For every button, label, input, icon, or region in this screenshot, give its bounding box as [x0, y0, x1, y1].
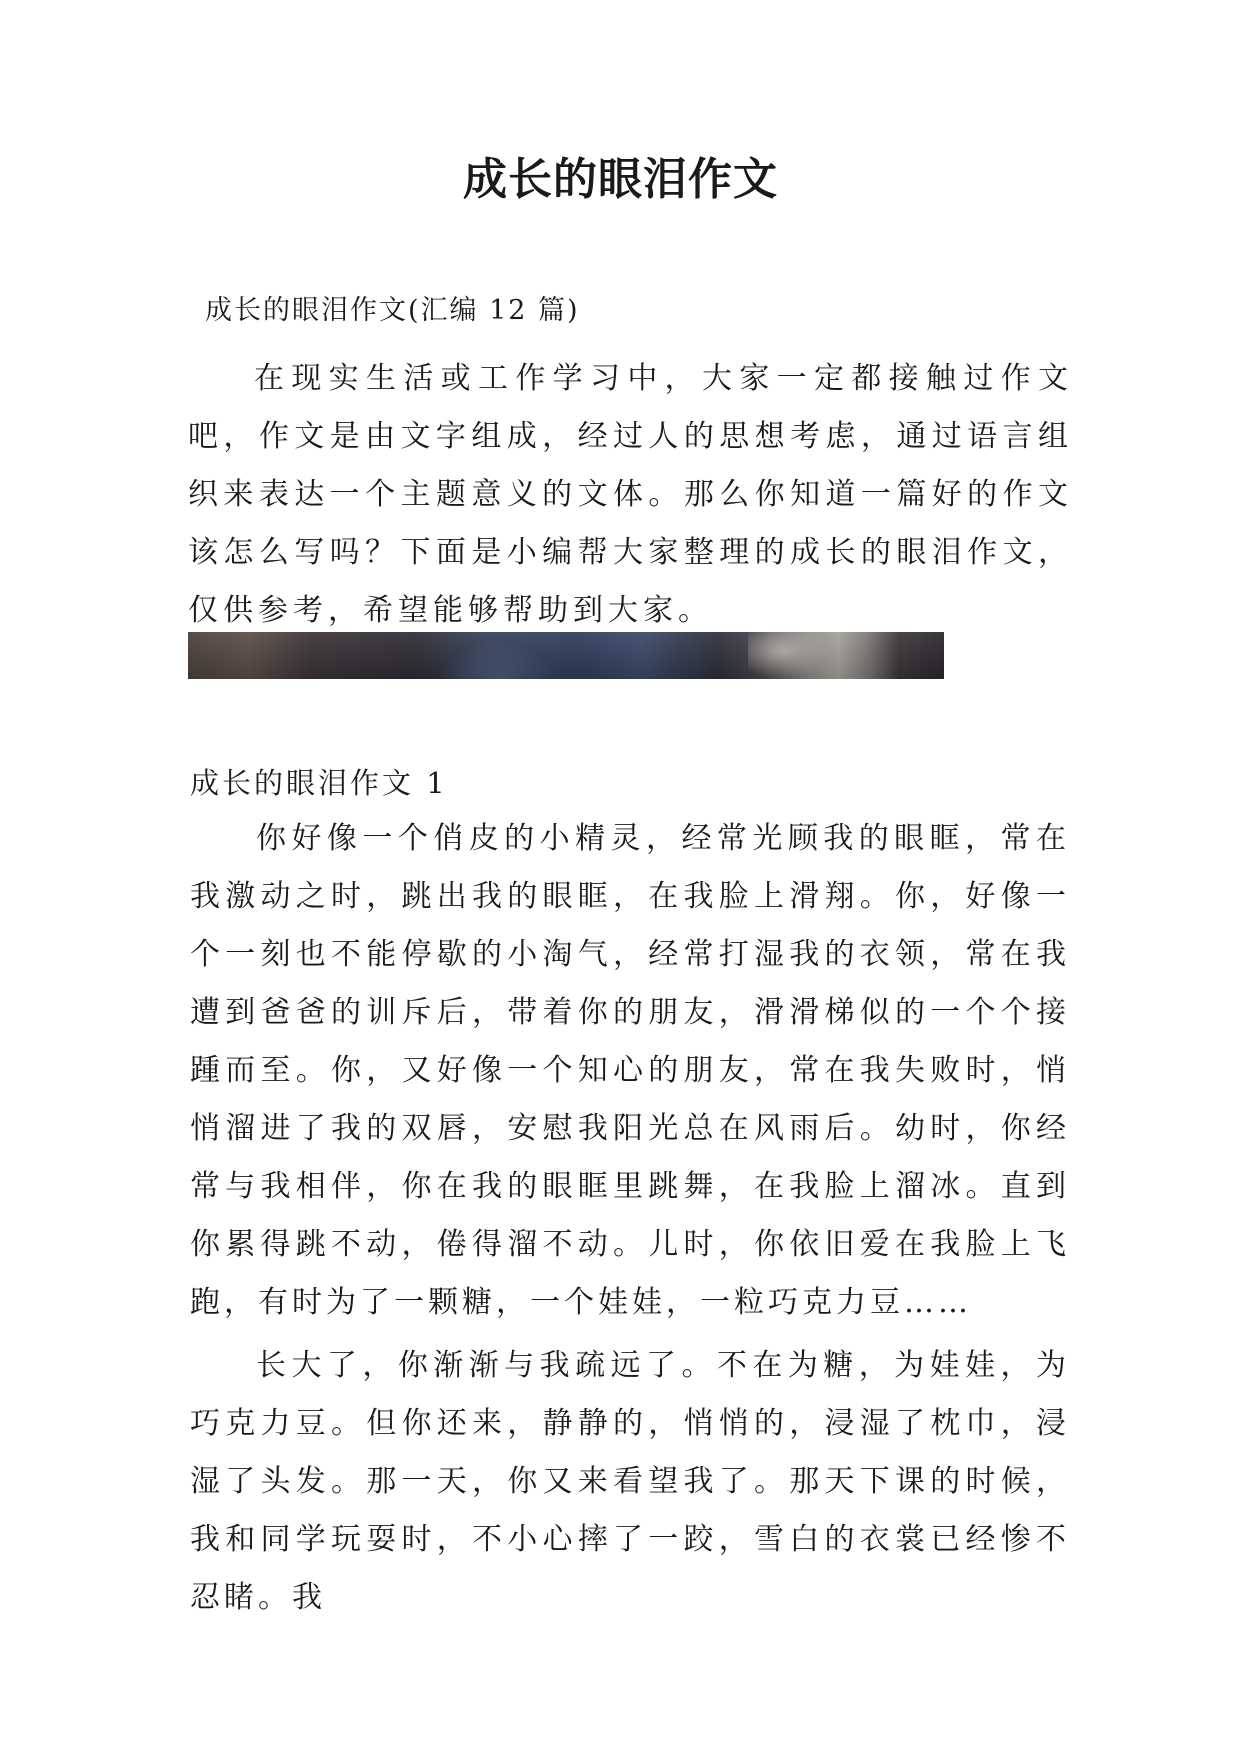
section-heading: 成长的眼泪作文 1: [190, 766, 448, 800]
photo-strip: [188, 632, 944, 679]
document-title: 成长的眼泪作文: [463, 154, 778, 205]
intro-paragraph: 在现实生活或工作学习中，大家一定都接触过作文吧，作文是由文字组成，经过人的思想考虑，通过语言组织来表达一个主题意义的文体。那么你知道一篇好的作文该怎么写吗？下面是小编帮大家整理的成长的眼泪作文，仅供参考，希望能够帮助到大家。: [188, 361, 1073, 628]
body-paragraph-1: 你好像一个俏皮的小精灵，经常光顾我的眼眶，常在我激动之时，跳出我的眼眶，在我脸上滑翔。你，好像一个一刻也不能停歇的小淘气，经常打湿我的衣领，常在我遭到爸爸的训斥后，带着你的朋友，滑滑梯似的一个个接踵而至。你，又好像一个知心的朋友，常在我失败时，悄悄溜进了我的双唇，安慰我阳光总在风雨后。幼时，你经常与我相伴，你在我的眼眶里跳舞，在我脸上溜冰。直到你累得跳不动，倦得溜不动。儿时，你依旧爱在我脸上飞跑，有时为了一颗糖，一个娃娃，一粒巧克力豆……: [190, 821, 1070, 1320]
body-paragraph-2: 长大了，你渐渐与我疏远了。不在为糖，为娃娃，为巧克力豆。但你还来，静静的，悄悄的，浸湿了枕巾，浸湿了头发。那一天，你又来看望我了。那天下课的时候，我和同学玩耍时，不小心摔了一跤，雪白的衣裳已经惨不忍睹。我: [190, 1348, 1070, 1615]
document-subtitle: 成长的眼泪作文(汇编 12 篇): [205, 295, 580, 326]
